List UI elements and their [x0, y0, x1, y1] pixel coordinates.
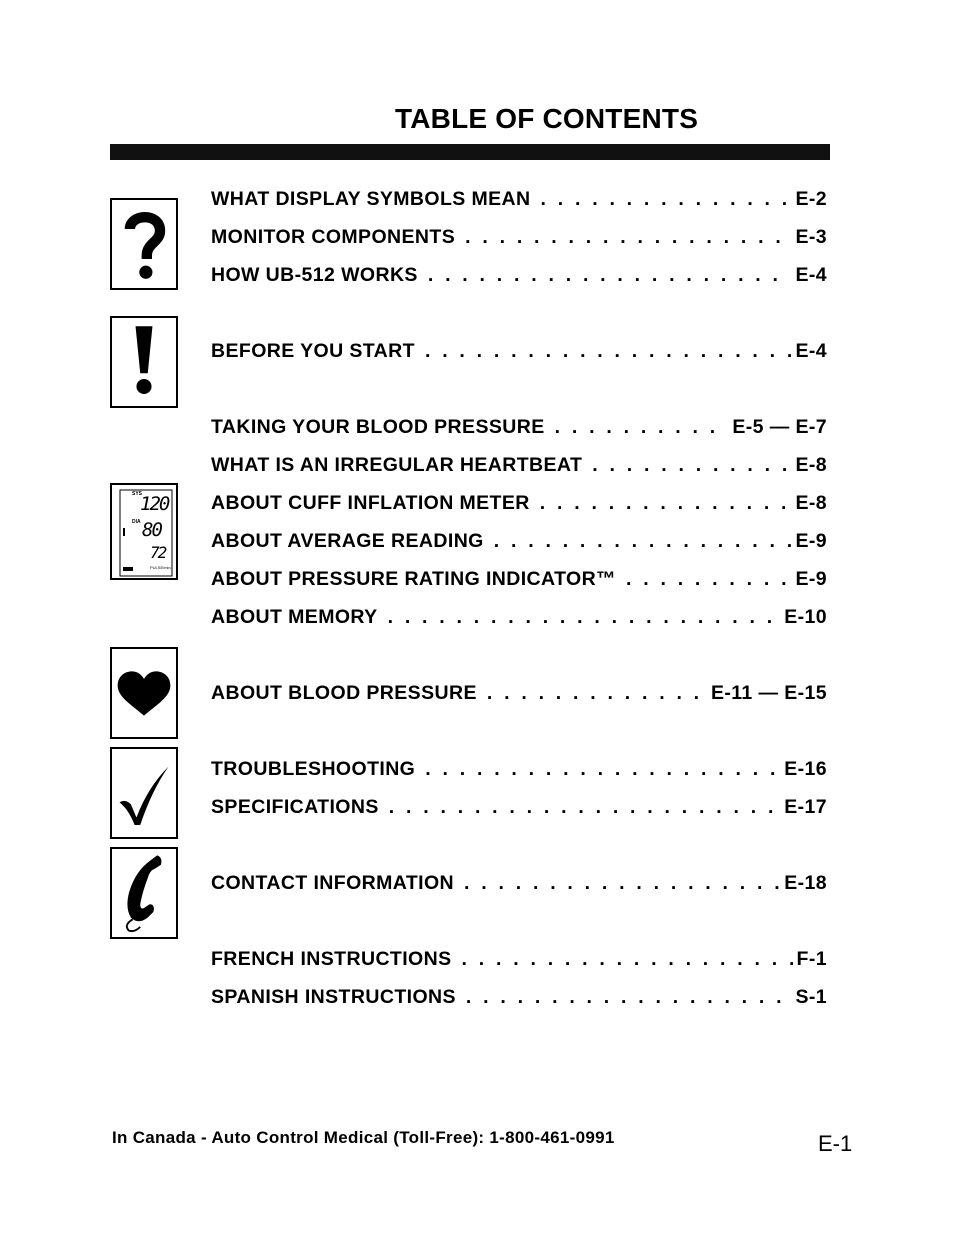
toc-entry-page: E-8	[795, 492, 827, 514]
footer-contact: In Canada - Auto Control Medical (Toll-Free): 1-800-461-0991	[112, 1128, 615, 1147]
display-dia-value: 80	[142, 519, 161, 541]
dot-leader	[592, 454, 791, 477]
monitor-display-icon	[110, 483, 178, 580]
toc-entry[interactable]	[211, 606, 827, 634]
toc-entry-title: ABOUT AVERAGE READING	[211, 530, 484, 552]
toc-entry-title: SPANISH INSTRUCTIONS	[211, 986, 456, 1008]
dot-leader	[540, 492, 792, 515]
dot-leader	[428, 264, 792, 287]
toc-entry-page: E-10	[784, 606, 827, 628]
toc-entry[interactable]	[211, 226, 827, 254]
display-sys-value: 120	[140, 493, 169, 515]
toc-entry-title: TAKING YOUR BLOOD PRESSURE	[211, 416, 545, 438]
toc-entry-title: SPECIFICATIONS	[211, 796, 379, 818]
toc-entry[interactable]	[211, 568, 827, 596]
toc-entry-page: E-17	[784, 796, 827, 818]
telephone-icon	[110, 847, 178, 939]
toc-entry-page: E-3	[795, 226, 827, 248]
display-sys-label: SYS	[132, 491, 143, 497]
dot-leader	[555, 416, 729, 439]
display-dia-label: DIA	[132, 519, 141, 525]
toc-entry-title: ABOUT MEMORY	[211, 606, 378, 628]
toc-entry-page: E-4	[795, 264, 827, 286]
toc-entry[interactable]	[211, 758, 827, 786]
page-title: TABLE OF CONTENTS	[395, 103, 699, 134]
toc-entry-page: E-9	[795, 530, 827, 552]
toc-entry-page: E-18	[784, 872, 827, 894]
dot-leader	[465, 226, 791, 249]
toc-entry-page: E-4	[795, 340, 827, 362]
display-pulse-label: PULSE/min	[150, 565, 171, 570]
toc-entry-page: E-8	[795, 454, 827, 476]
toc-entry-page: S-1	[795, 986, 827, 1008]
toc-entry[interactable]	[211, 682, 827, 710]
dot-leader	[425, 758, 780, 781]
toc-entry[interactable]	[211, 492, 827, 520]
dot-leader	[626, 568, 791, 591]
exclamation-mark-icon	[110, 316, 178, 408]
dot-leader	[541, 188, 792, 211]
toc-entry-title: WHAT DISPLAY SYMBOLS MEAN	[211, 188, 531, 210]
toc-entry-title: FRENCH INSTRUCTIONS	[211, 948, 452, 970]
heart-icon	[110, 647, 178, 739]
toc-entry[interactable]	[211, 454, 827, 482]
dot-leader	[389, 796, 780, 819]
dot-leader	[494, 530, 792, 553]
toc-entry[interactable]	[211, 416, 827, 444]
toc-entry[interactable]	[211, 530, 827, 558]
toc-entry[interactable]	[211, 986, 827, 1014]
toc-entry-page: E-2	[795, 188, 827, 210]
toc-entry-title: ABOUT CUFF INFLATION METER	[211, 492, 530, 514]
toc-entry[interactable]	[211, 188, 827, 216]
toc-entry-page: E-11 — E-15	[710, 682, 827, 704]
toc-entry-title: WHAT IS AN IRREGULAR HEARTBEAT	[211, 454, 583, 476]
toc-entry-title: HOW UB-512 WORKS	[211, 264, 418, 286]
toc-entry-page: E-9	[795, 568, 827, 590]
dot-leader	[466, 986, 792, 1009]
toc-entry-page: E-5 — E-7	[732, 416, 827, 438]
toc-entry[interactable]	[211, 796, 827, 824]
dot-leader	[462, 948, 793, 971]
toc-entry-title: CONTACT INFORMATION	[211, 872, 455, 894]
toc-entry-page: E-16	[784, 758, 827, 780]
question-mark-icon	[110, 198, 178, 290]
toc-entry-title: BEFORE YOU START	[211, 340, 415, 362]
toc-entry-page: F-1	[796, 948, 827, 970]
dot-leader	[464, 872, 780, 895]
toc-entry-title: ABOUT PRESSURE RATING INDICATOR™	[211, 568, 616, 590]
toc-entry[interactable]	[211, 340, 827, 368]
toc-entry-title: TROUBLESHOOTING	[211, 758, 416, 780]
toc-entry[interactable]	[211, 872, 827, 900]
display-pulse-value: 72	[150, 543, 166, 562]
toc-entry[interactable]	[211, 948, 827, 976]
dot-leader	[425, 340, 792, 363]
toc-entry-title: ABOUT BLOOD PRESSURE	[211, 682, 477, 704]
checkmark-icon	[110, 747, 178, 839]
dot-leader	[388, 606, 781, 629]
dot-leader	[487, 682, 707, 705]
toc-entry-title: MONITOR COMPONENTS	[211, 226, 456, 248]
toc-entry[interactable]	[211, 264, 827, 292]
page-number: E-1	[818, 1131, 853, 1156]
title-rule	[110, 144, 830, 160]
